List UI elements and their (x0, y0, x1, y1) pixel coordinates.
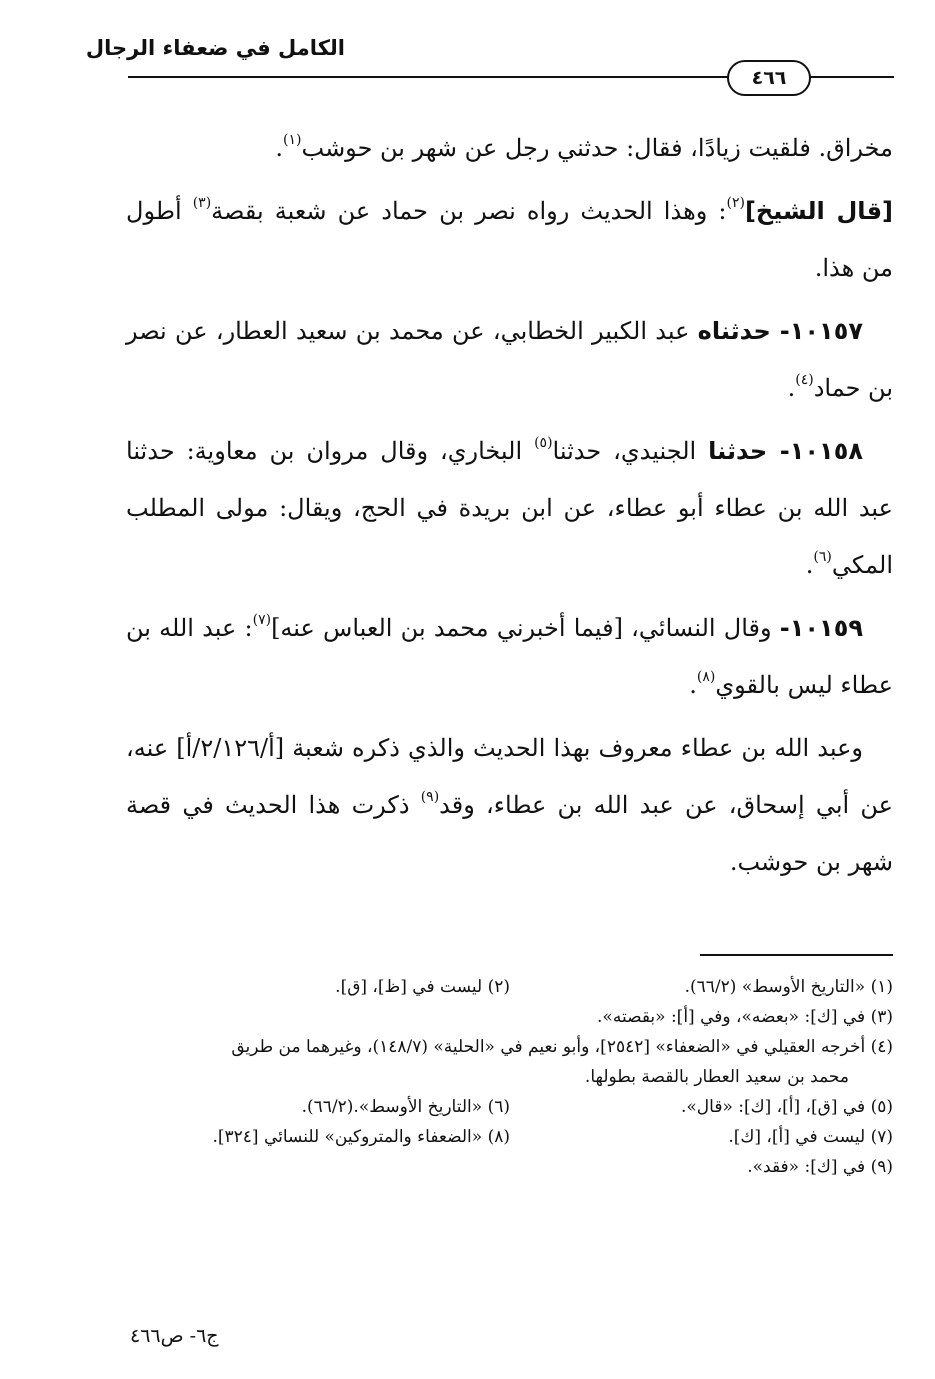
footnote-6: (٦) «التاريخ الأوسط».(٦٦/٢). (301, 1097, 510, 1117)
paragraph-text: مخراق. فلقيت زيادًا، فقال: حدثني رجل عن شهر بن حوشب (301, 134, 893, 162)
footnote-ref: (٧) (252, 612, 272, 628)
footnote-7: (٧) ليست في [أ]، [ك]. (728, 1127, 893, 1147)
paragraph-end: . (689, 671, 697, 699)
shaykh-label: [قال الشيخ] (744, 197, 893, 225)
paragraph-end: . (805, 551, 814, 579)
footnote-ref: (٩) (420, 789, 440, 805)
paragraph-text: ذكرت هذا الحديث في قصة شهر بن حوشب. (126, 791, 893, 876)
volume-page-reference: ج٦- ص٤٦٦ (130, 1325, 219, 1347)
footnote-5: (٥) في [ق]، [أ]، [ك]: «قال». (680, 1097, 893, 1117)
paragraph-end: . (787, 374, 796, 402)
paragraph-text: الجنيدي، حدثنا (552, 437, 709, 465)
paragraph-text: : وهذا الحديث رواه نصر بن حماد عن شعبة بقصة (211, 197, 727, 225)
footnote-ref: (٦) (813, 549, 832, 565)
paragraph-text: : عبد الله بن عطاء ليس بالقوي (126, 614, 893, 699)
hadith-number: ١٠١٥٨- حدثنا (708, 437, 863, 465)
main-text (126, 120, 893, 891)
footnote-ref: (١) (283, 132, 302, 148)
running-title: الكامل في ضعفاء الرجال (85, 36, 345, 60)
footnote-ref: (٥) (534, 435, 553, 451)
paragraph-3 (126, 303, 893, 417)
page-number: ٤٦٦ (727, 60, 811, 96)
paragraph-text: وقال النسائي، [فيما أخبرني محمد بن العباس عنه] (271, 614, 780, 642)
footnote-row (126, 1122, 893, 1152)
footnote-row (126, 1092, 893, 1122)
footnote-4: (٤) أخرجه العقيلي في «الضعفاء» [٢٥٤٢]، وأبو نعيم في «الحلية» (١٤٨/٧)، وغيرهما من طريق (231, 1037, 893, 1057)
paragraph-text: عبد الكبير الخطابي، عن محمد بن سعيد العطار، عن نصر بن حماد (126, 317, 893, 402)
footnote-2: (٢) ليست في [ظ]، [ق]. (335, 977, 510, 997)
paragraph-text: البخاري، وقال مروان بن معاوية: حدثنا عبد الله بن عطاء أبو عطاء، عن ابن بريدة في الحج، ويقال: مولى المطلب المكي (126, 437, 893, 579)
paragraph-2 (126, 183, 893, 297)
footnote-row (126, 972, 893, 1002)
paragraph-end: . (275, 134, 284, 162)
footnote-ref: (٨) (696, 669, 716, 685)
paragraph-1 (126, 120, 893, 177)
footnotes (126, 972, 893, 1182)
paragraph-5 (126, 600, 893, 714)
hadith-number: ١٠١٥٩- (779, 614, 863, 642)
paragraph-4 (126, 423, 893, 594)
hadith-number: ١٠١٥٧- حدثناه (697, 317, 863, 345)
footnote-ref: (٤) (795, 372, 814, 388)
footnote-rule (700, 954, 893, 956)
footnote-9: (٩) في [ك]: «فقد». (747, 1157, 893, 1177)
footnote-ref: (٢) (726, 195, 745, 211)
footnote-8: (٨) «الضعفاء والمتروكين» للنسائي [٣٢٤]. (212, 1127, 510, 1147)
paragraph-text: وعبد الله بن عطاء معروف بهذا الحديث والذي ذكره شعبة [أ/٢/١٢٦/أ] عنه، عن أبي إسحاق، عن عبد الله بن عطاء، وقد (126, 734, 893, 819)
footnote-3: (٣) في [ك]: «بعضه»، وفي [أ]: «بقصته». (597, 1007, 893, 1027)
footnote-4-continuation: محمد بن سعيد العطار بالقصة بطولها. (584, 1067, 849, 1087)
footnote-ref: (٣) (192, 195, 212, 211)
paragraph-6 (126, 720, 893, 891)
footnote-1: (١) «التاريخ الأوسط» (٦٦/٢). (684, 977, 893, 997)
paragraph-text: أطول من هذا. (126, 197, 893, 282)
